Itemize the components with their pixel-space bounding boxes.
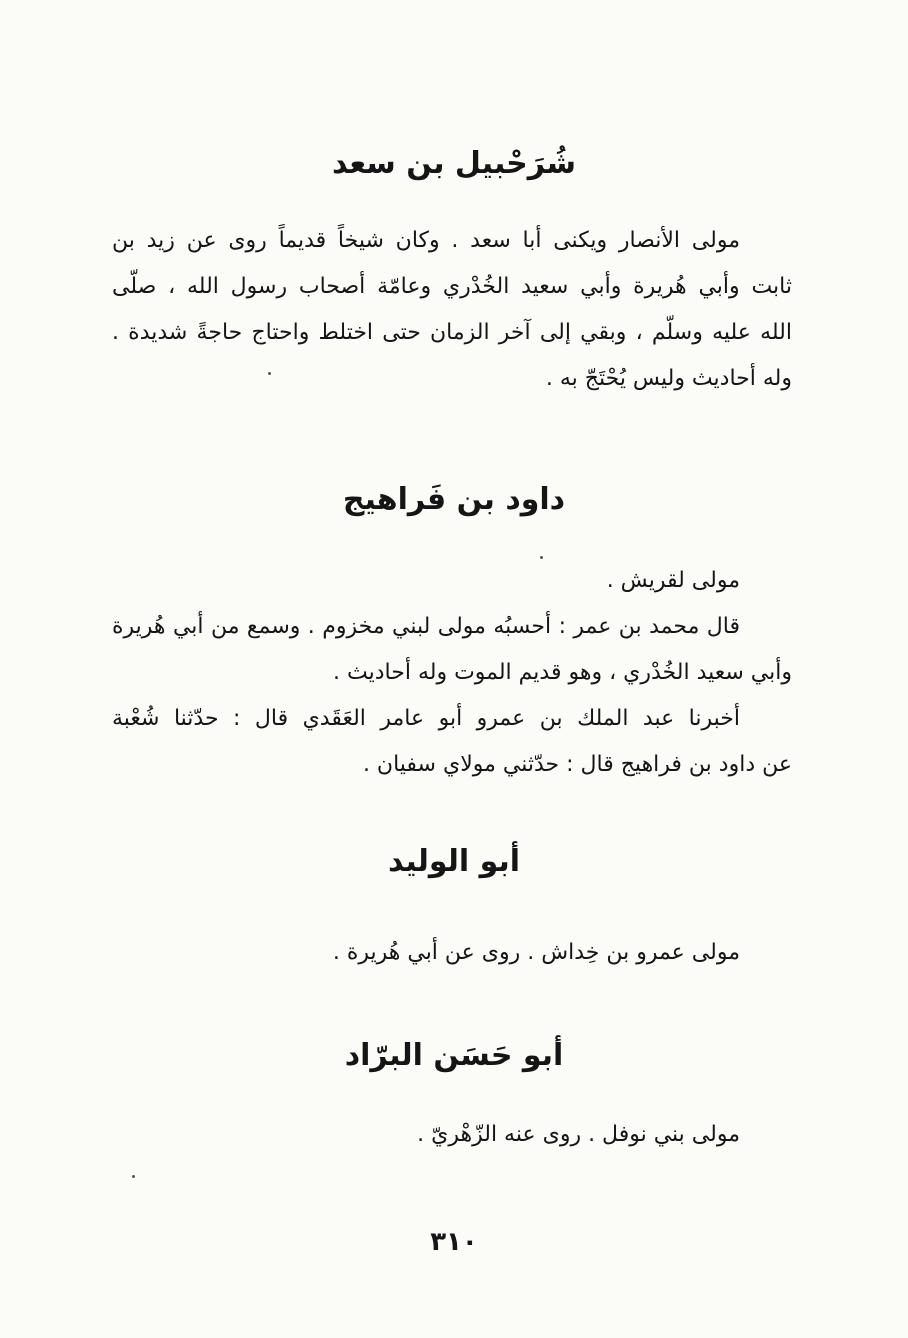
section-heading-shurahbil: شُرَحْبيل بن سعد xyxy=(332,146,576,181)
section-heading-abu-al-walid: أبو الوليد xyxy=(388,844,520,879)
text-line: أخبرنا عبد الملك بن عمرو أبو عامر العَقَدي قال : حدّثنا شُعْبة xyxy=(112,706,740,731)
text-line: قال محمد بن عمر : أحسبُه مولى لبني مخزوم . وسمع من أبي هُريرة xyxy=(112,614,740,639)
text-line: عن داود بن فراهيج قال : حدّثني مولاي سفيان . xyxy=(362,752,792,777)
section-body-abu-hasan xyxy=(112,1112,792,1158)
section-heading-abu-hasan: أبو حَسَن البرّاد xyxy=(344,1038,564,1073)
text-line: مولى عمرو بن خِداش . روى عن أبي هُريرة . xyxy=(332,940,740,965)
text-line: الله عليه وسلّم ، وبقي إلى آخر الزمان حتى اختلط واحتاج حاجةً شديدة . xyxy=(112,320,792,345)
section-body-dawud xyxy=(112,558,792,788)
section-heading-dawud: داود بن فَراهيج xyxy=(342,482,566,517)
page-number: ٣١٠ xyxy=(430,1227,478,1257)
text-line: مولى الأنصار ويكنى أبا سعد . وكان شيخاً قديماً روى عن زيد بن xyxy=(112,228,740,253)
paper-speck xyxy=(268,372,271,375)
text-line: مولى بني نوفل . روى عنه الزّهْريّ . xyxy=(417,1122,740,1147)
section-body-abu-al-walid xyxy=(112,930,792,976)
paper-speck xyxy=(132,1175,135,1178)
section-body-shurahbil xyxy=(112,218,792,402)
text-line: مولى لقريش . xyxy=(606,568,740,593)
text-line: ثابت وأبي هُريرة وأبي سعيد الخُدْري وعامّة أصحاب رسول الله ، صلّى xyxy=(112,274,792,299)
text-line: وأبي سعيد الخُدْري ، وهو قديم الموت وله أحاديث . xyxy=(333,660,792,685)
text-line: وله أحاديث وليس يُحْتَجّ به . xyxy=(545,366,792,391)
paper-speck xyxy=(540,556,543,559)
